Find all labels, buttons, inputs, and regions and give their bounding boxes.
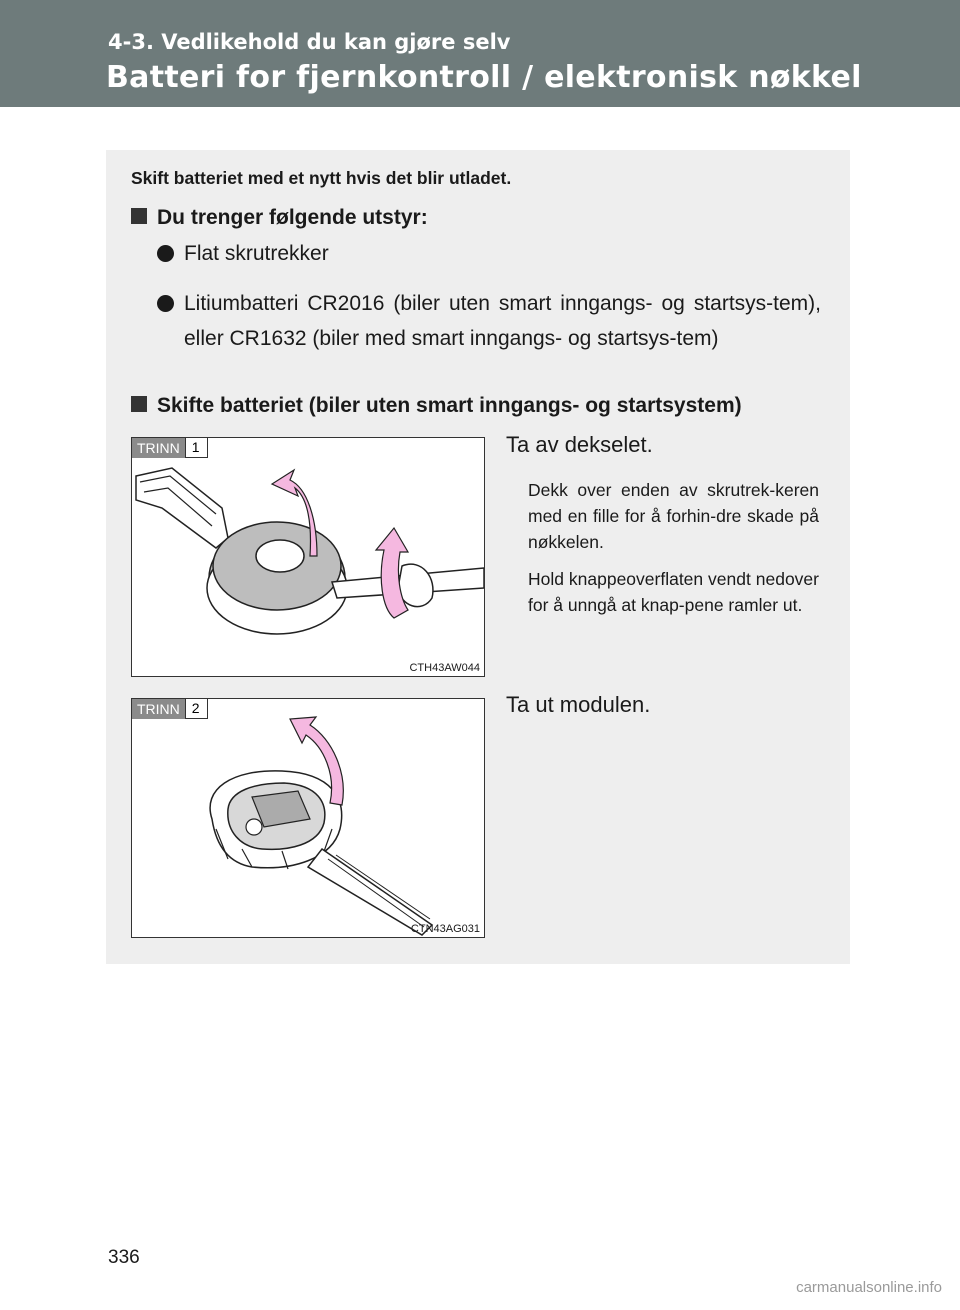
step-1-note-1: Dekk over enden av skrutrek-keren med en fille for å forhin-dre skade på nøkkelen. (528, 480, 819, 552)
step-tag-label: TRINN (132, 699, 185, 719)
intro-text: Skift batteriet med et nytt hvis det blir utladet. (131, 168, 512, 188)
key-module-illustration (132, 699, 484, 937)
step-number: 2 (185, 699, 208, 719)
step-2-figure (131, 698, 485, 938)
watermark: carmanualsonline.info (796, 1279, 942, 1296)
page-number: 336 (108, 1247, 140, 1268)
step-tag (132, 438, 208, 458)
figure-code: CTH43AW044 (409, 662, 480, 674)
list-item (157, 286, 821, 356)
figure-code: CTN43AG031 (410, 923, 480, 935)
key-cover-illustration (132, 438, 484, 676)
bullet-icon (157, 245, 174, 262)
bullet-icon (157, 295, 174, 312)
section-title: 4-3. Vedlikehold du kan gjøre selv (108, 30, 511, 54)
replace-heading-text: Skifte batteriet (biler uten smart inngangs- og startsystem) (157, 394, 742, 417)
square-bullet-icon (131, 396, 147, 412)
list-item (157, 236, 821, 271)
step-tag (132, 699, 208, 719)
square-bullet-icon (131, 208, 147, 224)
equipment-item-1: Flat skrutrekker (184, 242, 329, 265)
equipment-heading (131, 206, 428, 230)
equipment-item-2: Litiumbatteri CR2016 (biler uten smart inngangs- og startsys-tem), eller CR1632 (biler med smart inngangs- og startsys-tem) (184, 292, 821, 350)
step-tag-label: TRINN (132, 438, 185, 458)
step-1-note-2: Hold knappeoverflaten vendt nedover for å unngå at knap-pene ramler ut. (528, 569, 819, 615)
step-2-text: Ta ut modulen. (506, 692, 651, 717)
equipment-heading-text: Du trenger følgende utstyr: (157, 206, 428, 229)
step-number: 1 (185, 438, 208, 458)
step-1-figure (131, 437, 485, 677)
page-title: Batteri for fjernkontroll / elektronisk nøkkel (106, 60, 862, 95)
step-1-text: Ta av dekselet. (506, 432, 653, 457)
page-header (0, 0, 960, 107)
replace-heading (131, 394, 742, 418)
